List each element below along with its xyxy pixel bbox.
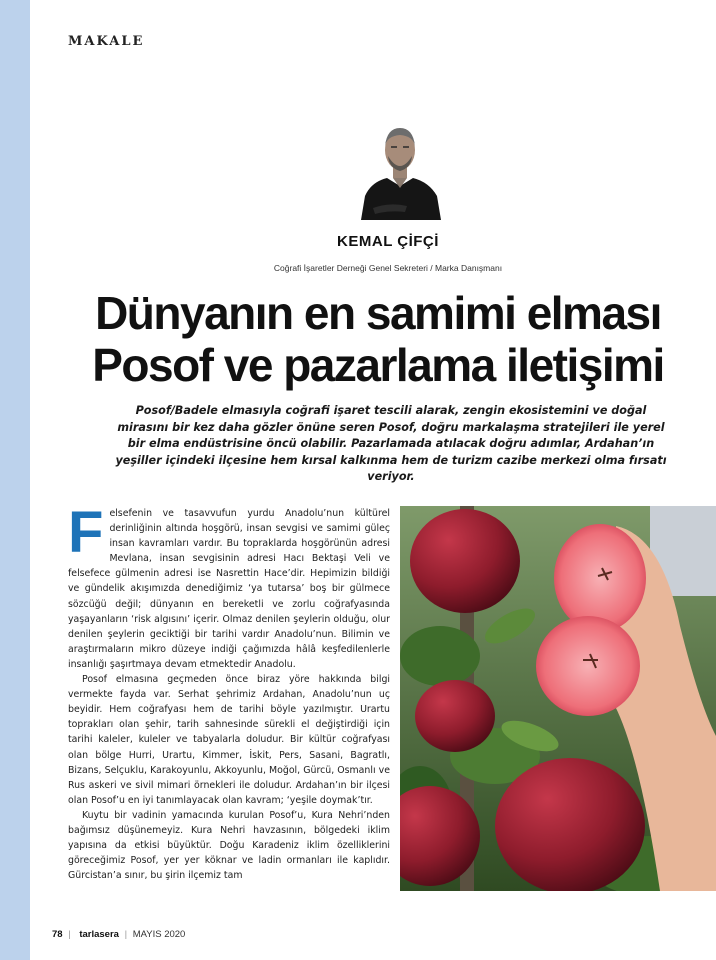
article-body (68, 500, 390, 883)
footer-separator: | (68, 929, 71, 940)
headline-line-1: Dünyanın en samimi elması (95, 287, 661, 339)
footer-separator: | (124, 929, 128, 940)
author-role: Coğrafi İşaretler Derneği Genel Sekreteri / Marka Danışmanı (273, 263, 503, 273)
issue-date: MAYIS 2020 (132, 929, 186, 940)
page-footer (52, 929, 185, 940)
body-paragraph-1: elsefenin ve tasavvufun yurdu Anadolu’nun kültürel derinliğinin altında hoşgörü, insan sevgisi ve samimi güleç insan kavramları vardır. Bu topraklarda hoşgörünün adresi Mevlana, insan sevgisinin adresi Hacı Bektaşi Veli ve felsefece gülmenin adresi ise Nasrettin Hace’dir. Hepimizin bildiği ve gündelik akışımızda denediğimiz ‘ya tutarsa’ boş bir gülmece sözcüğü değil; dünyanın en bereketli ve zorlu coğrafyasında yaşayanların ‘risk algısını’ içerir. Olmaz denilen şeylerin olduğu, olur denilen şeylerin geciktiği bir tarihi vardır Anadolu’nun. Bilimin ve araştırmaların mikro düzeye indiği çağımızda hâlâ keşfedilenlerle insanlığı şaşırtmaya devam etmektedir Anadolu. (68, 508, 390, 670)
body-paragraph-3: Kuytu bir vadinin yamacında kurulan Posof’u, Kura Nehri’nden bağımsız düşünemeyiz. Kura Nehri havzasının, bölgedeki iklim yapısına da etkisi büyüktür. Doğu Karadeniz iklim özelliklerini göreceğimiz Posof, yer yer köknar ve ladin ormanları ile kaplıdır. Gürcistan’a sınır, bu şirin ilçemiz tam (68, 809, 390, 882)
article-lead: Posof/Badele elmasıyla coğrafi işaret tescili alarak, zengin ekosistemini ve doğal mirasını bir kez daha gözler önüne seren Posof, doğru markalaşma stratejileri ile yerel bir elma endüstrisine öncü olabilir. Pazarlamada atılacak doğru adımlar, Ardahan’ın yeşiller içindeki ilçesine hem kırsal kalkınma hem de turizm cazibe merkezi olma fırsatı veriyor. (115, 404, 667, 483)
magazine-name: tarlasera (79, 929, 119, 940)
page-number: 78 (52, 929, 63, 940)
drop-cap: F (68, 500, 104, 565)
headline-line-2: Posof ve pazarlama iletişimi (92, 339, 664, 391)
body-paragraph-2: Posof elmasına geçmeden önce biraz yöre hakkında bilgi vermekte fayda var. Serhat şehrimiz Ardahan, Anadolu’nun uç beyidir. Hem coğrafyası hem de tarihi böyle yazılmıştır. Urartu toprakları olan şehir, tarih sahnesinde sürekli el değiştirdiği için tarihi kaleler, kuleler ve tabyalarla doludur. Bir kültür coğrafyası olan bölge Hurri, Urartu, Kimmer, İskit, Pers, Sasani, Bagratlı, Bizans, Selçuklu, Karakoyunlu, Akkoyunlu, Moğol, Gürcü, Osmanlı ve Rus askeri ve sivil mimari örnekleri ile doludur. Ardahan’ın bir ilçesi olan Posof’u en iyi tanımlayacak olan kavram; ‘yeşile doymak’tır. (68, 674, 390, 806)
author-name: KEMAL ÇİFÇİ (337, 233, 439, 250)
apple-photo (400, 506, 716, 891)
side-color-strip (0, 0, 30, 960)
article-headline (40, 287, 716, 391)
author-portrait (355, 116, 445, 220)
section-label: MAKALE (68, 34, 145, 49)
